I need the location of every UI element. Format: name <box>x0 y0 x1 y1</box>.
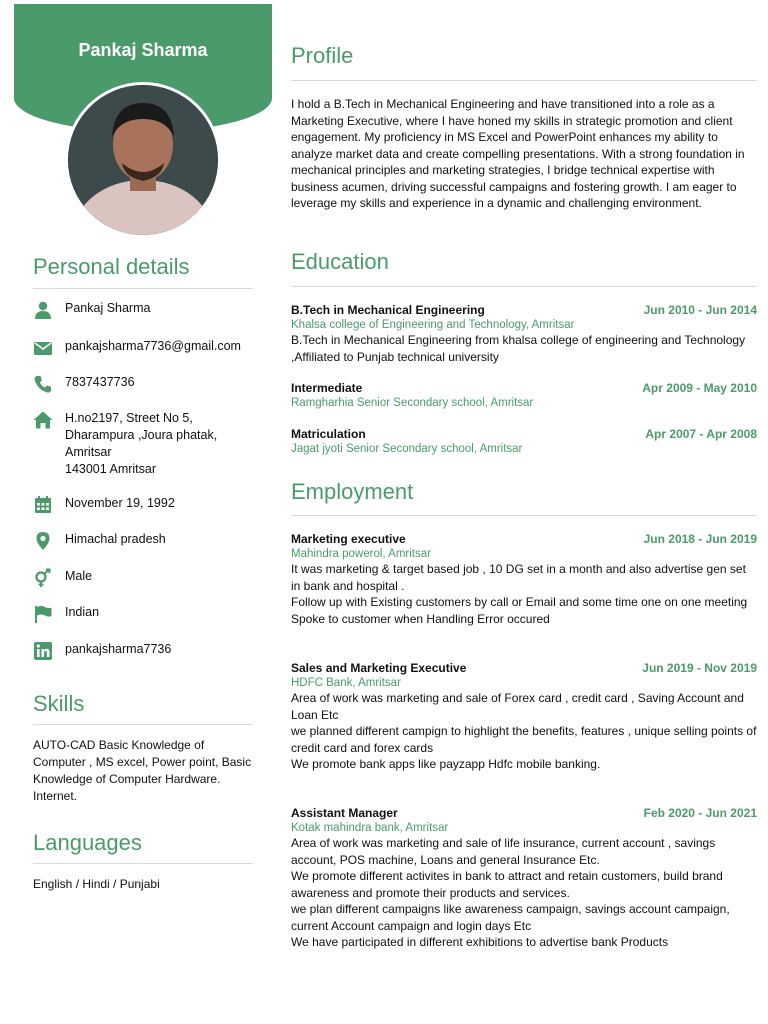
description-line: We promote bank apps like payzapp Hdfc mobile banking. <box>291 757 601 771</box>
education-entry <box>291 381 757 409</box>
detail-phone[interactable] <box>33 374 135 394</box>
candidate-name: Pankaj Sharma <box>78 40 208 60</box>
entry-title: Sales and Marketing Executive <box>291 661 467 675</box>
entry-date: Jun 2018 - Jun 2019 <box>643 532 757 546</box>
profile-text: I hold a B.Tech in Mechanical Engineering and have transitioned into a role as a Marketing Executive, where I have honed my skills in strategic promotion and client engagement. My proficiency in MS Excel and PowerPoint enhances my ability to analyze market data and create compelling presentations. With a strong foundation in mechanical principles and marketing strategies, I bridge technical expertise with business acumen, driving successful campaigns and fostering growth. I am eager to leverage my skills and experience in a dynamic and challenging environment. <box>291 97 745 210</box>
detail-birthdate <box>33 495 175 515</box>
detail-text: pankajsharma7736@gmail.com <box>65 339 241 353</box>
entry-title: Intermediate <box>291 381 363 395</box>
email-icon <box>33 338 53 358</box>
divider <box>33 863 253 864</box>
entry-date: Jun 2010 - Jun 2014 <box>643 303 757 317</box>
linkedin-icon <box>33 641 53 661</box>
skills-heading: Skills <box>33 691 85 716</box>
entry-description <box>291 561 757 627</box>
profile-heading: Profile <box>291 43 354 68</box>
employment-entry <box>291 532 757 627</box>
detail-text: 7837437736 <box>65 375 135 389</box>
entry-description <box>291 332 757 365</box>
divider <box>291 286 757 287</box>
employment-entry <box>291 661 757 773</box>
detail-email[interactable] <box>33 338 241 358</box>
entry-date: Feb 2020 - Jun 2021 <box>643 806 757 820</box>
detail-text: Male <box>65 569 93 583</box>
detail-name <box>33 300 150 320</box>
detail-text: Pankaj Sharma <box>65 301 151 315</box>
entry-title: Matriculation <box>291 427 366 441</box>
entry-institution: Kotak mahindra bank, Amritsar <box>291 822 449 834</box>
employment-entry <box>291 806 757 951</box>
languages-text: English / Hindi / Punjabi <box>33 877 160 891</box>
description-line: Follow up with Existing customers by call or Email and some time one on one meeting <box>291 595 748 609</box>
location-pin-icon <box>33 531 53 551</box>
detail-place <box>33 531 166 551</box>
detail-text: pankajsharma7736 <box>65 642 172 656</box>
languages-heading: Languages <box>33 830 142 855</box>
entry-description <box>291 835 757 951</box>
divider <box>33 724 253 725</box>
calendar-icon <box>33 495 53 515</box>
description-line: Area of work was marketing and sale of Forex card , credit card , Saving Account and Loan Etc <box>291 691 744 722</box>
description-line: It was marketing & target based job , 10 DG set in a month and also advertise gen set in bank and hospital . <box>291 562 746 593</box>
description-line: we plan different campaigns like awareness campaign, savings account campaign, current Account campaign and login days Etc <box>291 902 730 933</box>
entry-title: Assistant Manager <box>291 806 398 820</box>
description-line: B.Tech in Mechanical Engineering from khalsa college of engineering and Technology ,Affiliated to Punjab technical university <box>291 333 746 364</box>
entry-institution: Jagat jyoti Senior Secondary school, Amritsar <box>291 443 523 455</box>
entry-title: Marketing executive <box>291 532 406 546</box>
profile-photo <box>65 82 221 238</box>
description-line: We promote different activites in bank to attract and retain customers, build brand awareness and promote their products and services. <box>291 869 723 900</box>
entry-title: B.Tech in Mechanical Engineering <box>291 303 485 317</box>
divider <box>291 515 757 516</box>
gender-icon <box>33 568 53 588</box>
detail-text: H.no2197, Street No 5, Dharampura ,Joura phatak, Amritsar 143001 Amritsar <box>65 411 218 476</box>
detail-text: Himachal pradesh <box>65 532 166 546</box>
entry-institution: Ramgharhia Senior Secondary school, Amritsar <box>291 397 534 409</box>
detail-nationality <box>33 604 99 624</box>
person-icon <box>33 300 53 320</box>
detail-text: November 19, 1992 <box>65 496 175 510</box>
detail-linkedin[interactable] <box>33 641 171 661</box>
employment-heading: Employment <box>291 479 414 504</box>
entry-date: Apr 2009 - May 2010 <box>642 381 757 395</box>
education-entry <box>291 303 757 365</box>
detail-text: Indian <box>65 605 100 619</box>
sidebar <box>0 0 270 1024</box>
entry-institution: HDFC Bank, Amritsar <box>291 677 401 689</box>
home-icon <box>33 410 53 430</box>
entry-institution: Khalsa college of Engineering and Technology, Amritsar <box>291 319 575 331</box>
education-entry <box>291 427 757 455</box>
detail-gender <box>33 568 92 588</box>
education-heading: Education <box>291 249 389 274</box>
entry-date: Apr 2007 - Apr 2008 <box>645 427 757 441</box>
divider <box>291 80 757 81</box>
personal-details-heading: Personal details <box>33 254 190 279</box>
detail-address <box>33 410 217 478</box>
description-line: Area of work was marketing and sale of life insurance, current account , savings account, POS machine, Loans and general Insurance Etc. <box>291 836 716 867</box>
entry-institution: Mahindra powerol, Amritsar <box>291 548 431 560</box>
description-line: Spoke to customer when Handling Error occured <box>291 611 550 626</box>
description-line: We have participated in different exhibitions to advertise bank Products <box>291 935 669 949</box>
entry-date: Jun 2019 - Nov 2019 <box>642 661 757 675</box>
flag-icon <box>33 604 53 624</box>
main-content <box>291 0 759 1024</box>
skills-text: AUTO-CAD Basic Knowledge of Computer , MS excel, Power point, Basic Knowledge of Computer Hardware. Internet. <box>33 738 252 803</box>
entry-description <box>291 690 757 773</box>
phone-icon <box>33 374 53 394</box>
description-line: we planned different campign to highlight the benefits, features , unique selling points of credit card and forex cards <box>291 724 757 755</box>
divider <box>33 288 253 289</box>
